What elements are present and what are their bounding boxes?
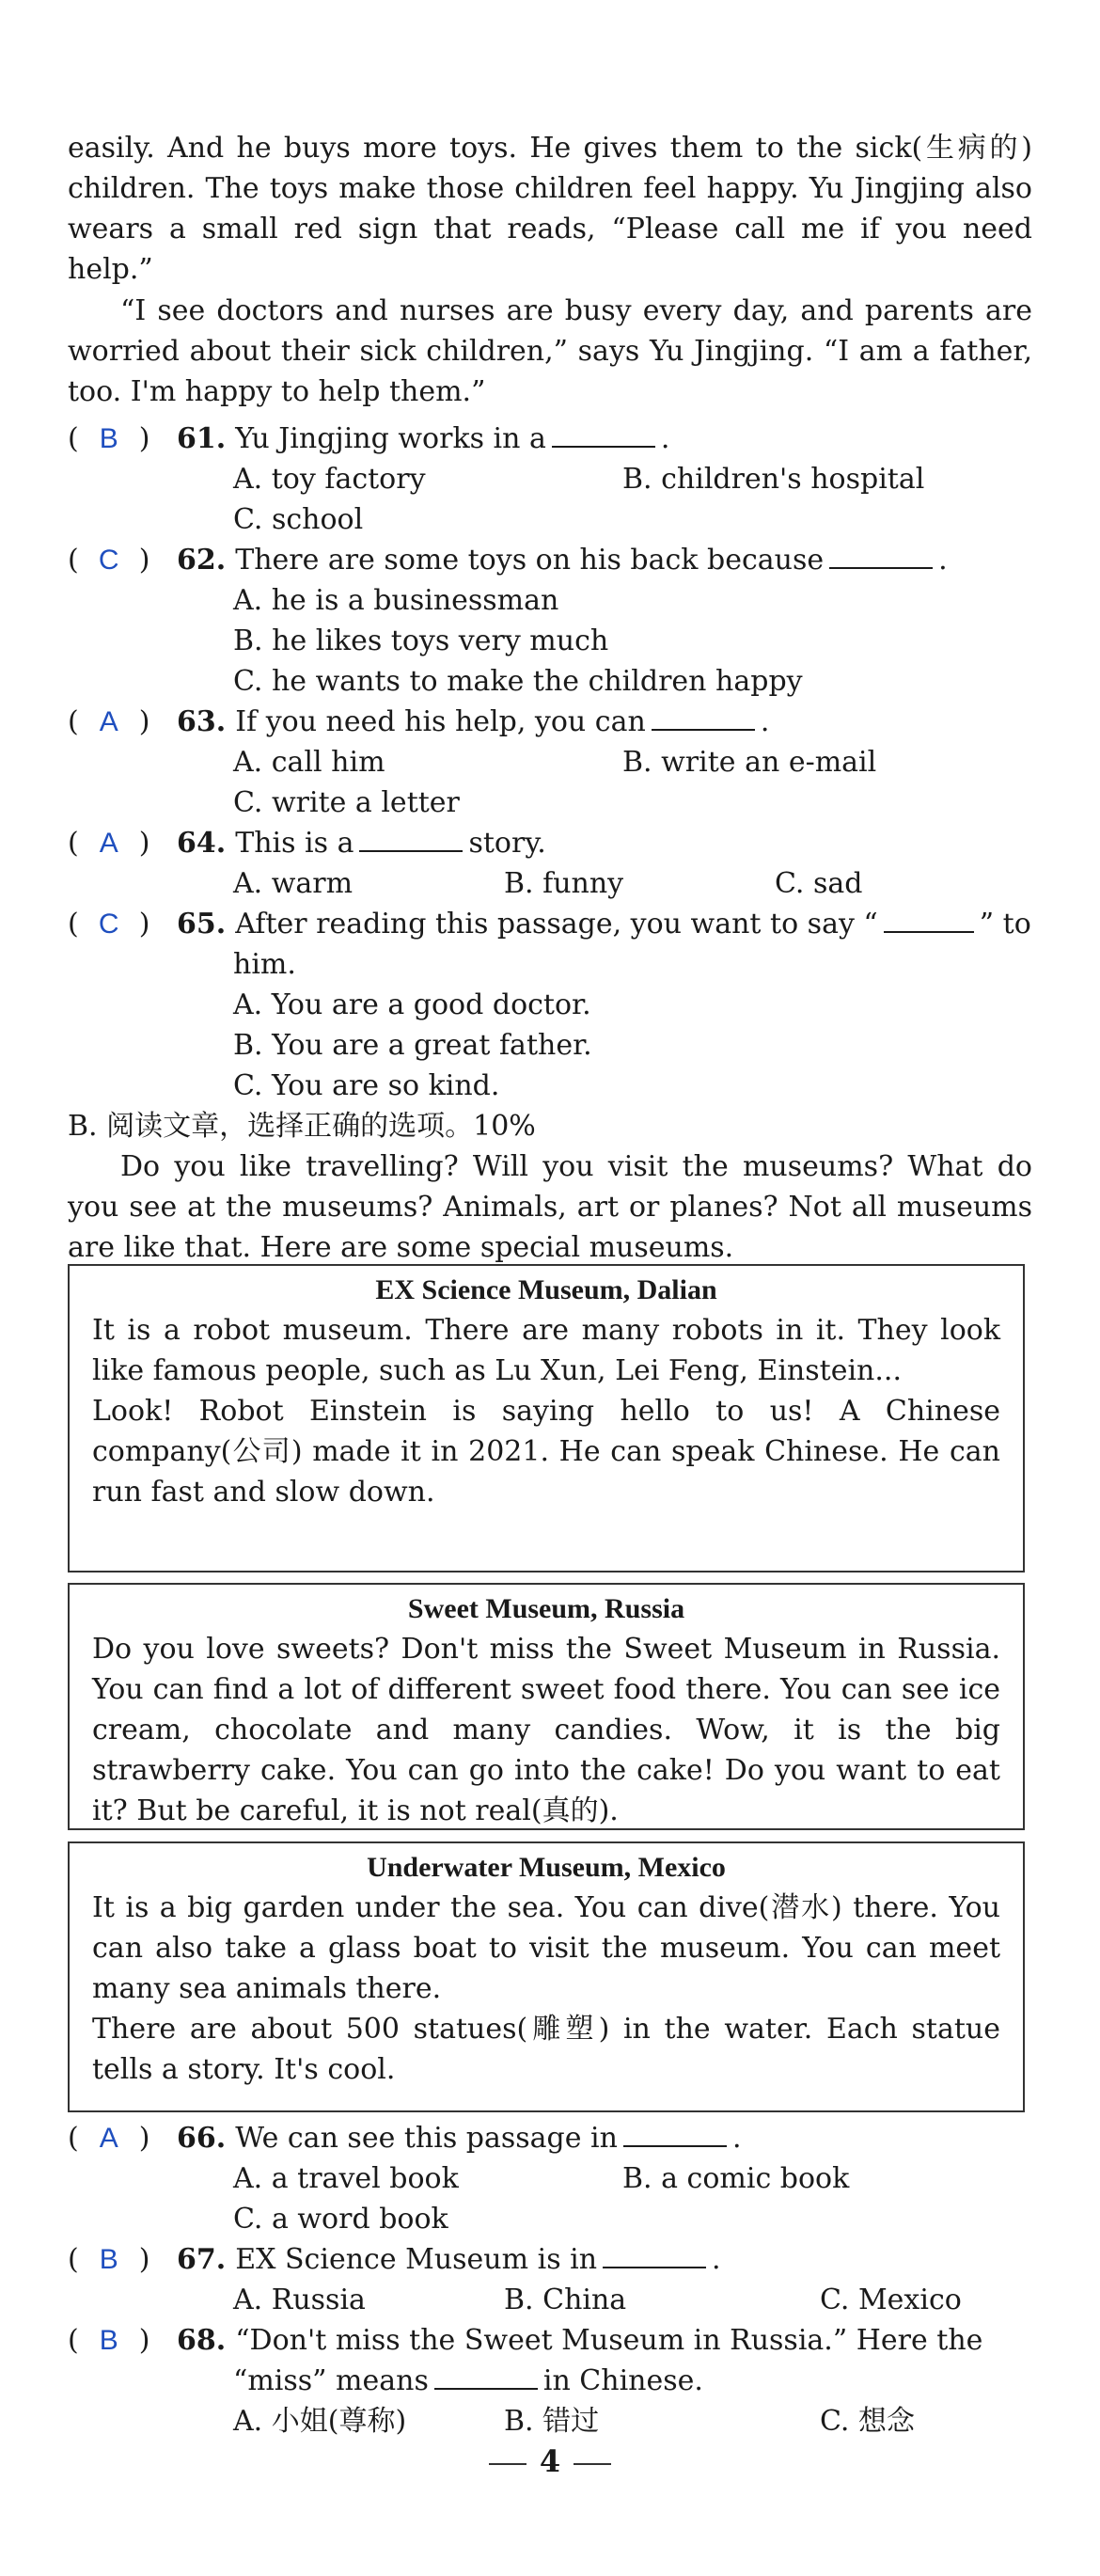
- option-b: B. 错过: [504, 2405, 600, 2438]
- option-b: B. You are a great father.: [233, 1029, 592, 1062]
- question-stem: We can see this passage in: [235, 2122, 618, 2155]
- answer-blank: [552, 419, 655, 448]
- museum-text: Do you love sweets? Don't miss the Sweet Museum in Russia. You can find a lot of different sweet food there. You can see ice cream, chocolate and many candies. Wow, it is the big strawberry cake. You can go into the cake! Do you want to eat it? But be careful, it is not real(真的).: [92, 1633, 1000, 1827]
- question-stem-end: .: [760, 705, 770, 738]
- answer-paren: ( A ): [68, 823, 177, 863]
- question-66: [68, 2118, 1045, 2239]
- option-b: B. China: [504, 2284, 627, 2316]
- footer-dash-left: [489, 2463, 526, 2465]
- option-a: A. toy factory: [233, 463, 426, 496]
- option-a: A. a travel book: [233, 2162, 459, 2195]
- question-stem-end: .: [660, 422, 670, 455]
- page-number: 4: [539, 2443, 561, 2479]
- intro-paragraph-1: easily. And he buys more toys. He gives them to the sick(生病的) children. The toys make those children feel happy. Yu Jingjing also wears a small red sign that reads, “Please call me if you need help.”: [68, 132, 1032, 286]
- option-a: A. warm: [233, 867, 354, 900]
- option-c: C. Mexico: [820, 2284, 962, 2316]
- answer-letter: A: [99, 828, 118, 859]
- question-stem: “Don't miss the Sweet Museum in Russia.” Here the: [235, 2324, 983, 2357]
- option-b: B. children's hospital: [622, 463, 925, 496]
- question-stem-end: .: [938, 544, 948, 577]
- question-stem-continuation: him.: [233, 948, 296, 981]
- answer-blank: [603, 2240, 706, 2268]
- answer-paren: ( C ): [68, 540, 177, 580]
- question-stem: EX Science Museum is in: [235, 2243, 598, 2276]
- question-number: 68.: [177, 2324, 227, 2357]
- question-61: [68, 419, 1045, 540]
- answer-letter: B: [99, 423, 118, 454]
- option-c: C. 想念: [820, 2405, 915, 2438]
- option-c: C. a word book: [233, 2203, 448, 2236]
- option-a: A. Russia: [233, 2284, 366, 2316]
- page-footer: [0, 2443, 1100, 2479]
- museum-text: It is a robot museum. There are many robots in it. They look like famous people, such as Lu Xun, Lei Feng, Einstein...: [92, 1314, 1000, 1387]
- question-65: [68, 904, 1045, 1106]
- museum-box-dalian: [68, 1264, 1025, 1572]
- stem-continuation-end: in Chinese.: [542, 2364, 703, 2397]
- answer-paren: ( B ): [68, 2320, 177, 2361]
- museum-title: Sweet Museum, Russia: [407, 1593, 685, 1624]
- answer-letter: A: [99, 706, 118, 737]
- question-67: [68, 2239, 1045, 2320]
- question-number: 64.: [177, 827, 227, 860]
- answer-blank: [829, 541, 933, 569]
- option-b: B. a comic book: [622, 2162, 850, 2195]
- intro-paragraph-2: “I see doctors and nurses are busy every day, and parents are worried about their sick children,” says Yu Jingjing. “I am a father, too. I'm happy to help them.”: [68, 294, 1032, 408]
- answer-blank: [652, 703, 755, 731]
- answer-blank: [359, 824, 463, 852]
- answer-paren: ( C ): [68, 904, 177, 944]
- question-62: [68, 540, 1045, 702]
- answer-paren: ( B ): [68, 419, 177, 459]
- answer-blank: [623, 2119, 727, 2147]
- stem-continuation-start: “miss” means: [233, 2364, 429, 2397]
- museum-text: It is a big garden under the sea. You can dive(潜水) there. You can also take a glass boat to visit the museum. You can meet many sea animals there.: [92, 1891, 1000, 2005]
- question-stem-end: story.: [468, 827, 546, 860]
- answer-paren: ( A ): [68, 2118, 177, 2158]
- question-stem: This is a: [235, 827, 354, 860]
- question-number: 62.: [177, 544, 227, 577]
- question-stem-end: ” to: [979, 908, 1031, 940]
- option-c: C. write a letter: [233, 786, 460, 819]
- museum-title: EX Science Museum, Dalian: [375, 1274, 717, 1305]
- option-c: C. he wants to make the children happy: [233, 665, 803, 698]
- answer-letter: B: [99, 2244, 118, 2275]
- answer-blank: [434, 2362, 538, 2390]
- answer-letter: C: [98, 545, 119, 576]
- question-68: [68, 2320, 1045, 2442]
- option-a: A. call him: [233, 746, 385, 779]
- museum-box-russia: [68, 1583, 1025, 1830]
- question-number: 66.: [177, 2122, 227, 2155]
- footer-dash-right: [574, 2463, 611, 2465]
- museum-box-mexico: [68, 1841, 1025, 2112]
- question-63: [68, 702, 1045, 823]
- question-stem: There are some toys on his back because: [235, 544, 825, 577]
- question-64: [68, 823, 1045, 904]
- option-c: C. school: [233, 503, 364, 536]
- option-c: C. sad: [775, 867, 863, 900]
- answer-letter: C: [98, 909, 119, 940]
- question-number: 61.: [177, 422, 227, 455]
- answer-paren: ( A ): [68, 702, 177, 742]
- answer-letter: A: [99, 2123, 118, 2154]
- question-number: 63.: [177, 705, 227, 738]
- question-number: 67.: [177, 2243, 227, 2276]
- question-stem: If you need his help, you can: [235, 705, 646, 738]
- question-stem: After reading this passage, you want to say “: [235, 908, 878, 940]
- answer-blank: [884, 905, 974, 933]
- section-b-intro: Do you like travelling? Will you visit the museums? What do you see at the museums? Animals, art or planes? Not all museums are like that. Here are some special museums.: [68, 1150, 1032, 1264]
- section-b-title: B. 阅读文章，选择正确的选项。10%: [68, 1110, 536, 1143]
- option-b: B. write an e-mail: [622, 746, 877, 779]
- option-c: C. You are so kind.: [233, 1069, 500, 1102]
- option-b: B. funny: [504, 867, 624, 900]
- museum-text: Look! Robot Einstein is saying hello to us! A Chinese company(公司) made it in 2021. He can speak Chinese. He can run fast and slow down.: [92, 1395, 1000, 1509]
- option-a: A. You are a good doctor.: [233, 988, 591, 1021]
- question-stem-end: .: [712, 2243, 721, 2276]
- museum-text: There are about 500 statues(雕塑) in the water. Each statue tells a story. It's cool.: [92, 2013, 1000, 2086]
- answer-letter: B: [99, 2325, 118, 2356]
- answer-paren: ( B ): [68, 2239, 177, 2280]
- question-stem: Yu Jingjing works in a: [235, 422, 546, 455]
- question-stem-end: .: [731, 2122, 742, 2155]
- option-a: A. he is a businessman: [233, 584, 559, 617]
- museum-title: Underwater Museum, Mexico: [367, 1852, 726, 1883]
- question-stem-continuation: [233, 2361, 703, 2401]
- option-b: B. he likes toys very much: [233, 624, 609, 657]
- question-number: 65.: [177, 908, 227, 940]
- option-a: A. 小姐(尊称): [233, 2405, 407, 2438]
